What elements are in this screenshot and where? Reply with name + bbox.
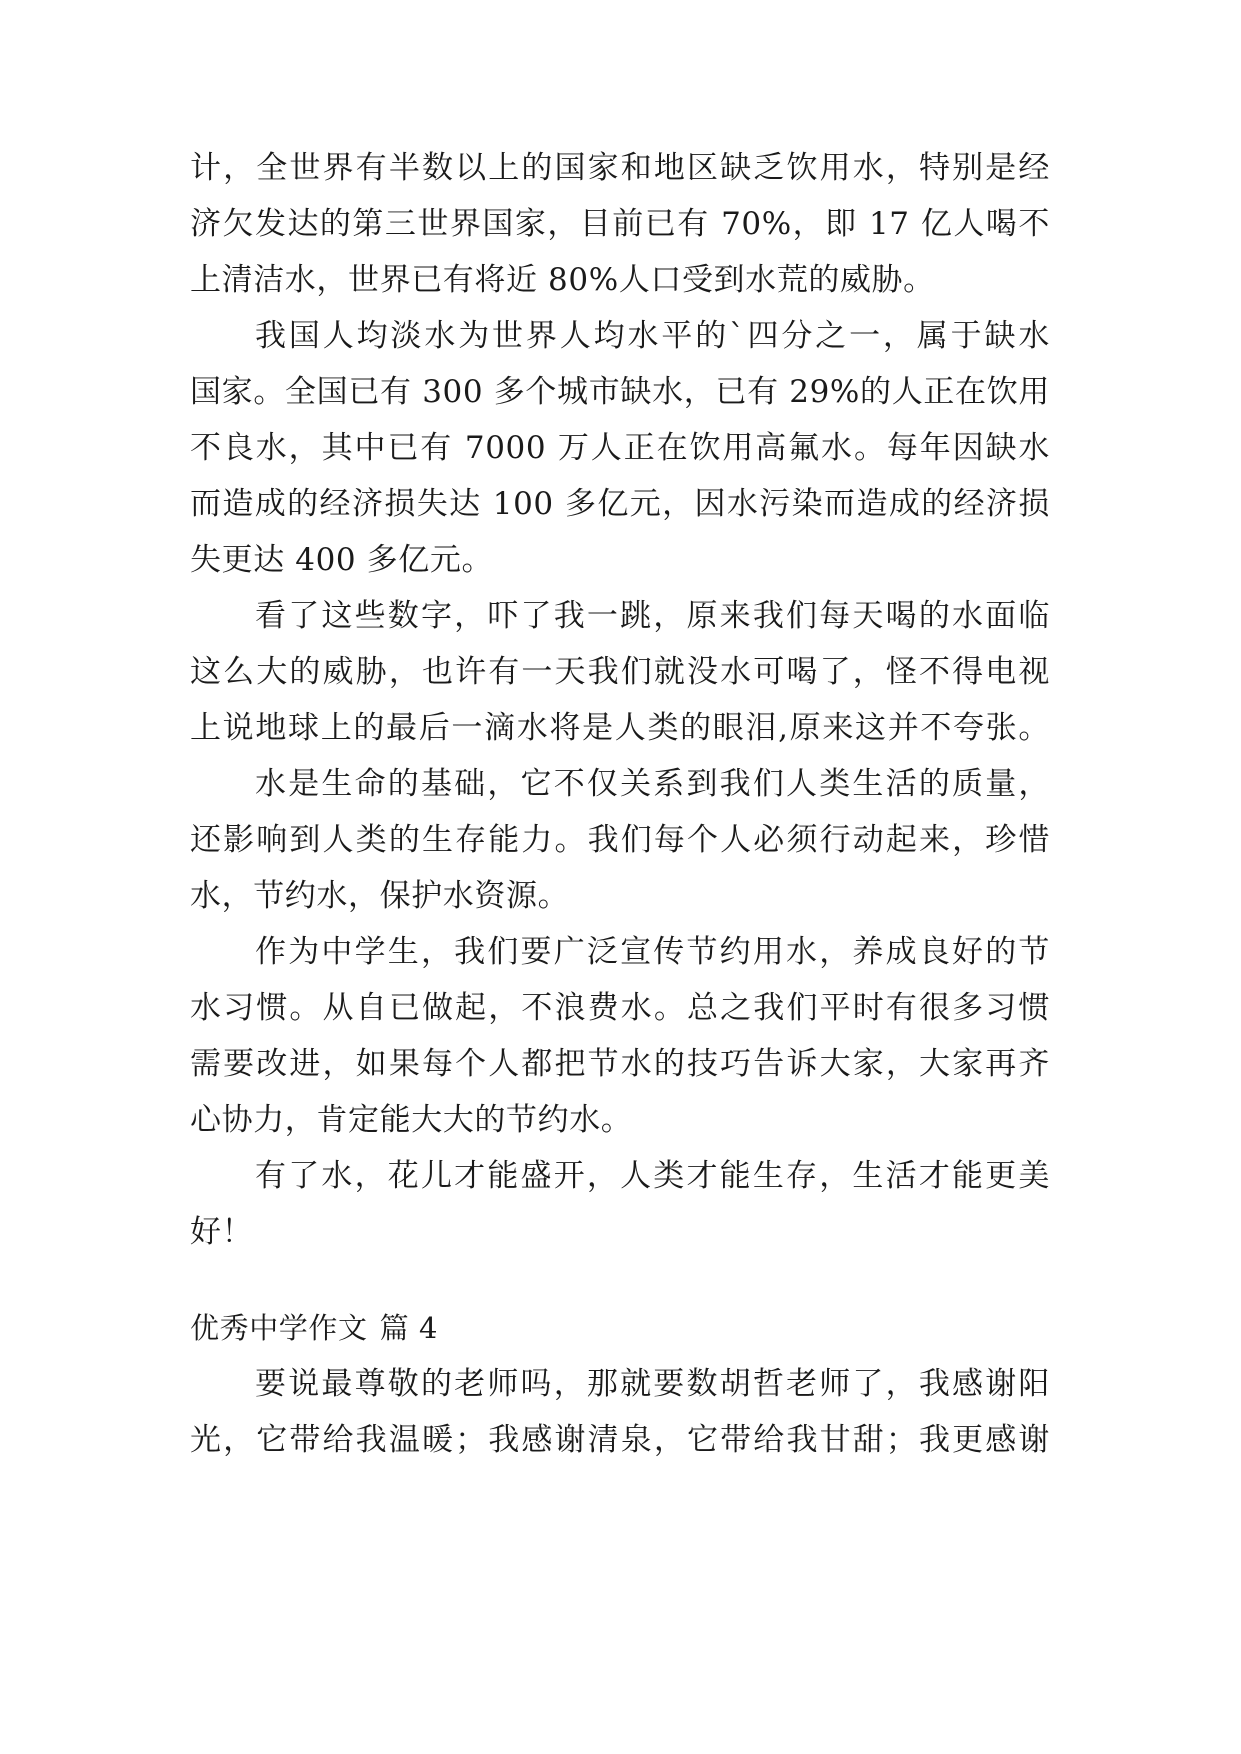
paragraph-line: 有了水，花儿才能盛开，人类才能生存，生活才能更美 <box>255 1158 1050 1194</box>
paragraph-line: 我国人均淡水为世界人均水平的`四分之一，属于缺水 <box>255 318 1050 354</box>
paragraph-line: 不良水，其中已有 7000 万人正在饮用高氟水。每年因缺水 <box>190 430 1050 466</box>
section-number: 篇 4 <box>379 1311 439 1345</box>
paragraph-line: 心协力，肯定能大大的节约水。 <box>190 1102 633 1138</box>
paragraph-line: 看了这些数字，吓了我一跳，原来我们每天喝的水面临 <box>255 598 1050 634</box>
paragraph-line: 水，节约水，保护水资源。 <box>190 878 570 914</box>
paragraph-line: 国家。全国已有 300 多个城市缺水，已有 29%的人正在饮用 <box>190 374 1050 410</box>
paragraph-line: 好！ <box>190 1214 254 1250</box>
paragraph-line: 这么大的威胁，也许有一天我们就没水可喝了，怪不得电视 <box>190 654 1050 690</box>
paragraph-line: 水是生命的基础，它不仅关系到我们人类生活的质量， <box>255 766 1050 802</box>
paragraph-line: 济欠发达的第三世界国家，目前已有 70%，即 17 亿人喝不 <box>190 206 1050 242</box>
paragraph-line: 上说地球上的最后一滴水将是人类的眼泪,原来这并不夸张。 <box>190 710 1050 746</box>
paragraph-line: 还影响到人类的生存能力。我们每个人必须行动起来，珍惜 <box>190 822 1050 858</box>
paragraph-line: 失更达 400 多亿元。 <box>190 542 494 578</box>
paragraph-line: 需要改进，如果每个人都把节水的技巧告诉大家，大家再齐 <box>190 1046 1050 1082</box>
paragraph-line: 上清洁水，世界已有将近 80%人口受到水荒的威胁。 <box>190 262 935 298</box>
paragraph-line: 要说最尊敬的老师吗，那就要数胡哲老师了，我感谢阳 <box>255 1366 1050 1402</box>
paragraph-line: 计，全世界有半数以上的国家和地区缺乏饮用水，特别是经 <box>190 150 1050 186</box>
paragraph-line: 作为中学生，我们要广泛宣传节约用水，养成良好的节 <box>255 934 1050 970</box>
section-heading <box>190 1308 438 1348</box>
section-title: 优秀中学作文 <box>190 1311 368 1345</box>
paragraph-line: 水习惯。从自已做起，不浪费水。总之我们平时有很多习惯 <box>190 990 1050 1026</box>
paragraph-line: 光，它带给我温暖；我感谢清泉，它带给我甘甜；我更感谢 <box>190 1422 1050 1458</box>
paragraph-line: 而造成的经济损失达 100 多亿元，因水污染而造成的经济损 <box>190 486 1050 522</box>
